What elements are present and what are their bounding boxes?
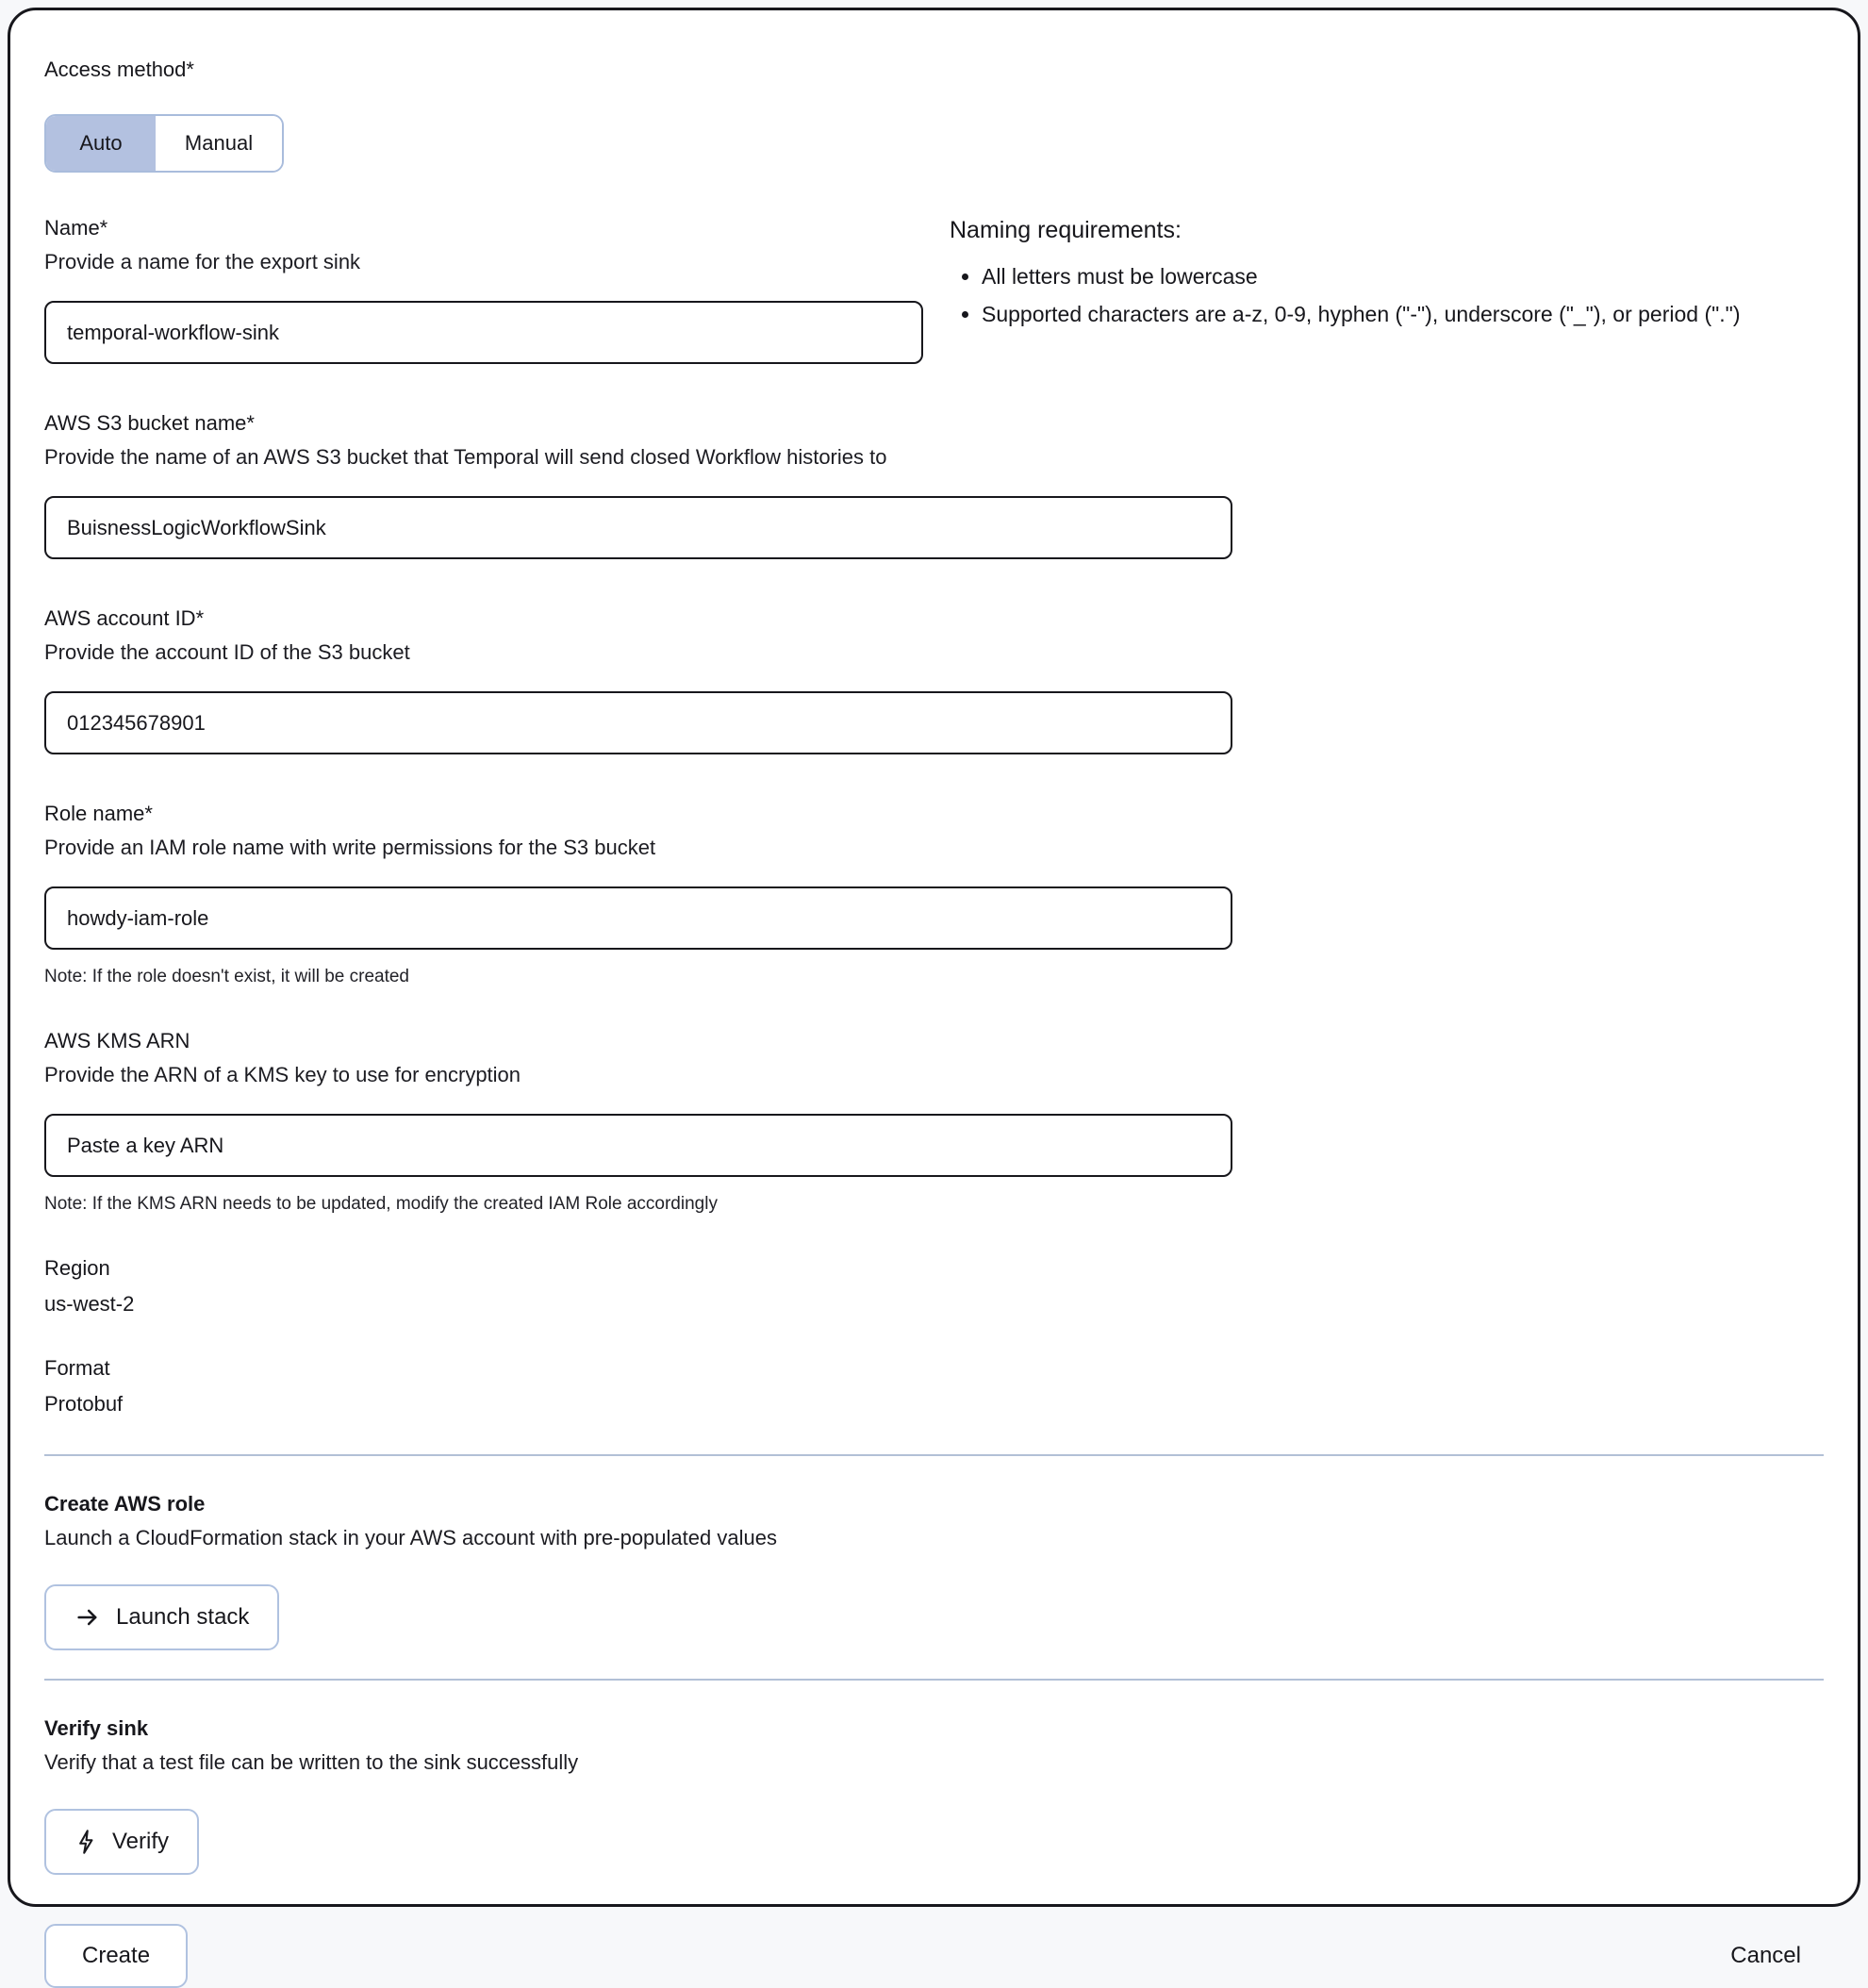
naming-requirement-item: • All letters must be lowercase xyxy=(982,257,1824,295)
access-method-auto-button[interactable]: Auto xyxy=(46,116,156,171)
launch-stack-button-label: Launch stack xyxy=(116,1604,250,1630)
access-method-label: Access method* xyxy=(44,58,194,81)
bucket-label: AWS S3 bucket name* xyxy=(44,411,255,435)
format-value: Protobuf xyxy=(44,1392,124,1416)
lightning-icon xyxy=(74,1829,97,1855)
section-divider xyxy=(44,1679,1824,1681)
region-label: Region xyxy=(44,1256,110,1280)
name-and-requirements-row xyxy=(44,214,1824,409)
format-readonly-group xyxy=(44,1354,1824,1418)
name-field-group xyxy=(44,214,923,364)
name-label: Name* xyxy=(44,216,108,240)
verify-sink-title: Verify sink xyxy=(44,1716,149,1740)
form-footer xyxy=(44,1924,1824,1988)
naming-requirements xyxy=(950,214,1824,333)
naming-requirements-title: Naming requirements: xyxy=(950,217,1182,243)
kms-arn-input[interactable] xyxy=(44,1114,1232,1177)
bucket-input[interactable] xyxy=(44,496,1232,559)
role-name-description: Provide an IAM role name with write permissions for the S3 bucket xyxy=(44,836,656,859)
create-aws-role-section xyxy=(44,1490,1824,1650)
role-name-field-group xyxy=(44,800,1824,989)
account-id-input[interactable] xyxy=(44,691,1232,754)
verify-button[interactable] xyxy=(44,1809,199,1875)
create-button[interactable]: Create xyxy=(44,1924,188,1988)
export-sink-form-card xyxy=(8,8,1860,1968)
verify-button-label: Verify xyxy=(112,1829,170,1854)
verify-sink-section xyxy=(44,1715,1824,1875)
section-divider xyxy=(44,1454,1824,1456)
name-input[interactable] xyxy=(44,301,923,364)
kms-arn-field-group xyxy=(44,1027,1824,1217)
kms-arn-note: Note: If the KMS ARN needs to be updated, modify the created IAM Role accordingly xyxy=(44,1194,718,1214)
role-name-input[interactable] xyxy=(44,886,1232,950)
access-method-toggle xyxy=(44,114,284,173)
role-name-note: Note: If the role doesn't exist, it will be created xyxy=(44,967,409,986)
naming-requirement-item: • Supported characters are a-z, 0-9, hyphen ("-"), underscore ("_"), or period (".") xyxy=(982,295,1824,333)
create-aws-role-description: Launch a CloudFormation stack in your AWS account with pre-populated values xyxy=(44,1526,777,1549)
format-label: Format xyxy=(44,1356,110,1380)
bucket-description: Provide the name of an AWS S3 bucket that Temporal will send closed Workflow histories to xyxy=(44,445,887,469)
arrow-right-icon xyxy=(74,1604,101,1631)
bucket-field-group xyxy=(44,409,1824,559)
launch-stack-button[interactable] xyxy=(44,1584,279,1650)
account-id-field-group xyxy=(44,605,1824,754)
name-description: Provide a name for the export sink xyxy=(44,250,361,273)
cancel-button[interactable]: Cancel xyxy=(1730,1943,1801,1968)
region-readonly-group xyxy=(44,1254,1824,1318)
naming-requirements-list xyxy=(950,257,1824,333)
kms-arn-label: AWS KMS ARN xyxy=(44,1029,190,1052)
role-name-label: Role name* xyxy=(44,802,153,825)
kms-arn-description: Provide the ARN of a KMS key to use for encryption xyxy=(44,1063,521,1086)
account-id-label: AWS account ID* xyxy=(44,606,205,630)
verify-sink-description: Verify that a test file can be written to the sink successfully xyxy=(44,1750,579,1774)
region-value: us-west-2 xyxy=(44,1292,135,1316)
account-id-description: Provide the account ID of the S3 bucket xyxy=(44,640,410,664)
access-method-manual-button[interactable]: Manual xyxy=(156,116,282,171)
create-aws-role-title: Create AWS role xyxy=(44,1492,206,1516)
